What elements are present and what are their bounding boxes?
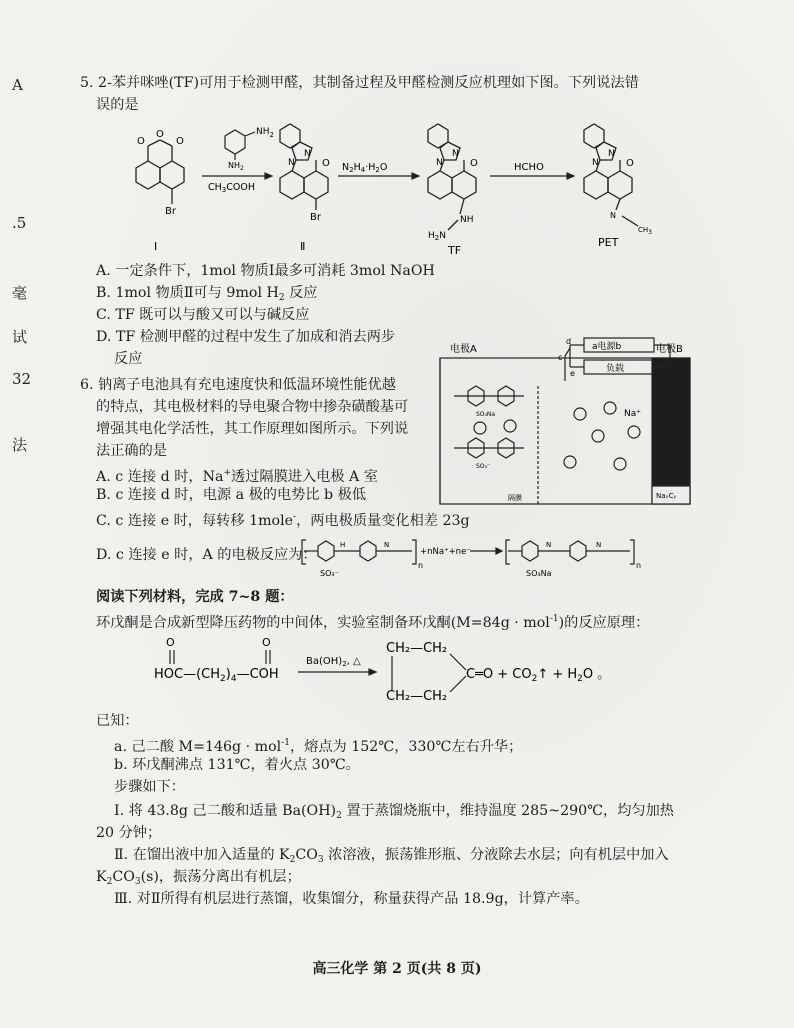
step-2-cont: $K_2CO_3(s)$，振荡分离出有机层；: [96, 869, 301, 887]
q5-stem-line2: 误的是: [96, 97, 139, 113]
margin-char: 法: [12, 436, 28, 454]
compound1-o-left: O: [137, 136, 145, 147]
compound-label-1: Ⅰ: [154, 240, 158, 253]
rxn-products: C═O + $CO_2↑ + H_2O$ 。: [466, 667, 611, 684]
q5-option-b: B. 1mol 物质Ⅱ可与 9mol $H_2$ 反应: [96, 285, 318, 303]
cell-so3na: SO₃Na: [476, 411, 496, 418]
q6-option-d: D. c 连接 e 时，A 的电极反应为：: [96, 547, 317, 563]
rxn-condition: $Ba(OH)_2$, △: [306, 656, 361, 668]
q5-option-c: C. TF 既可以与酸又可以与碱反应: [96, 307, 310, 323]
q5-option-d-cont: 反应: [114, 351, 143, 367]
compound2-br: Br: [310, 212, 321, 223]
compound1-br: Br: [165, 206, 176, 217]
margin-char: 毫: [12, 284, 28, 302]
margin-char: 试: [12, 328, 28, 346]
q6-stem-line3: 增强其电化学活性，其工作原理如图所示。下列说: [96, 421, 409, 437]
eq-n-left: N: [384, 541, 390, 549]
sodium-ion-cell-diagram: [420, 336, 702, 508]
cell-membrane: 隔膜: [508, 494, 522, 502]
known-label: 已知：: [96, 713, 139, 729]
q6-option-c: C. c 连接 e 时，每转移 1mole-，两电极质量变化相差 23g: [96, 512, 470, 529]
tf-n1: N: [452, 149, 459, 159]
eq-plus-terms: +nNa⁺+ne⁻: [420, 547, 471, 557]
reading-intro: 环戊酮是合成新型降压药物的中间体，实验室制备环戊酮(M=84g · mol$^{-1}$)的反应原理：: [96, 614, 650, 631]
step-1: Ⅰ. 将 43.8g 己二酸和适量 $Ba(OH)_2$ 置于蒸馏烧瓶中，维持温度 285~290℃，均匀加热: [114, 803, 674, 821]
page-footer: 高三化学 第 2 页(共 8 页): [312, 961, 482, 977]
step-2: Ⅱ. 在馏出液中加入适量的 $K_2CO_3$ 浓溶液，振荡锥形瓶、分液除去水层；向有机层中加入: [114, 847, 669, 865]
cell-terminal-d: d: [566, 337, 572, 346]
compound2-n2: N: [288, 158, 295, 168]
cell-electrode-b: 电极B: [656, 344, 683, 355]
compound-label-pet: PET: [598, 236, 619, 249]
compound-label-2: Ⅱ: [300, 240, 306, 253]
cell-na-ion: Na⁺: [624, 409, 641, 419]
cyclopentanone-reaction: [150, 636, 710, 704]
cell-so3: SO₃⁻: [476, 463, 491, 470]
tf-n2: N: [436, 158, 443, 168]
q6-stem-line1: 6. 钠离子电池具有充电速度快和低温环境性能优越: [80, 377, 396, 393]
cell-load: 负载: [606, 364, 625, 374]
q6-electrode-equation: [300, 530, 690, 582]
cell-naxcy: NaₓCᵧ: [656, 492, 677, 500]
eq-so3: SO₃⁻: [320, 569, 339, 578]
q6-option-b: B. c 连接 d 时，电源 a 极的电势比 b 极低: [96, 487, 367, 503]
cell-terminal-c: c: [558, 353, 563, 362]
cell-power-source: a电源b: [592, 342, 622, 352]
tf-nh: NH: [460, 215, 474, 225]
q6-stem-line4: 法正确的是: [96, 443, 167, 459]
rxn-o-right: O: [262, 636, 271, 649]
eq-n-right1: N: [546, 541, 552, 549]
reagent-nh2-top: $NH_2$: [256, 127, 274, 139]
margin-char: A: [12, 76, 23, 94]
known-b: b. 环戊酮沸点 131℃，着火点 30℃。: [114, 757, 360, 773]
eq-n-right2: N: [596, 541, 602, 549]
cell-electrode-a: 电极A: [450, 344, 477, 355]
pet-n1: N: [608, 149, 615, 159]
rxn-ring-bottom: CH₂—CH₂: [386, 689, 448, 704]
pet-n2: N: [592, 158, 599, 168]
q6-stem-line2: 的特点，其电极材料的导电聚合物中掺杂磺酸基可: [96, 399, 409, 415]
compound1-o-mid: O: [156, 129, 164, 140]
rxn-ring-top: CH₂—CH₂: [386, 641, 448, 656]
margin-char: 32: [12, 370, 32, 388]
q5-reaction-scheme: [110, 118, 670, 263]
q6-option-a: A. c 连接 d 时，Na+透过隔膜进入电极 A 室: [96, 468, 378, 485]
q5-stem-line1: 5. 2-苯并咪唑(TF)可用于检测甲醛，其制备过程及甲醛检测反应机理如下图。下列说法错: [80, 75, 639, 91]
reading-heading: 阅读下列材料，完成 7~8 题：: [96, 589, 294, 605]
compound2-o: O: [322, 158, 330, 169]
tf-o: O: [470, 158, 478, 169]
condition-hydrazine: $N_2H_4\cdot H_2O$: [342, 162, 388, 174]
condition-hcho: HCHO: [514, 162, 544, 173]
eq-n-sub-right: n: [636, 561, 642, 570]
compound-label-tf: TF: [448, 244, 462, 257]
q5-option-a: A. 一定条件下，1mol 物质Ⅰ最多可消耗 3mol NaOH: [96, 263, 435, 279]
step-3: Ⅲ. 对Ⅱ所得有机层进行蒸馏，收集馏分，称量获得产品 18.9g，计算产率。: [114, 891, 589, 907]
reagent-nh2-bottom: $NH_2$: [228, 161, 244, 172]
pet-o: O: [626, 158, 634, 169]
pet-n3: N: [610, 211, 616, 220]
margin-char: .5: [12, 214, 27, 232]
step-1-cont: 20 分钟；: [96, 825, 162, 841]
rxn-adipic-acid: $HOC—(CH_2)_4—COH$: [154, 667, 279, 684]
q5-option-d: D. TF 检测甲醛的过程中发生了加成和消去两步: [96, 329, 396, 345]
eq-so3na: SO₃Na: [526, 569, 552, 578]
compound1-o-right: O: [176, 136, 184, 147]
condition-acetic-acid: $CH_3COOH$: [208, 182, 255, 194]
eq-n-sub-left: n: [418, 561, 424, 570]
steps-label: 步骤如下：: [114, 779, 185, 795]
compound2-n1: N: [304, 149, 311, 159]
rxn-o-left: O: [166, 636, 175, 649]
tf-h2n: $H_2N$: [428, 231, 446, 242]
known-a: a. 己二酸 M=146g · mol$^{-1}$，熔点为 152℃，330℃左右升华；: [114, 738, 523, 755]
pet-ch3: CH3: [638, 226, 652, 236]
cell-terminal-e: e: [570, 369, 575, 378]
eq-h-left: H: [340, 541, 346, 549]
